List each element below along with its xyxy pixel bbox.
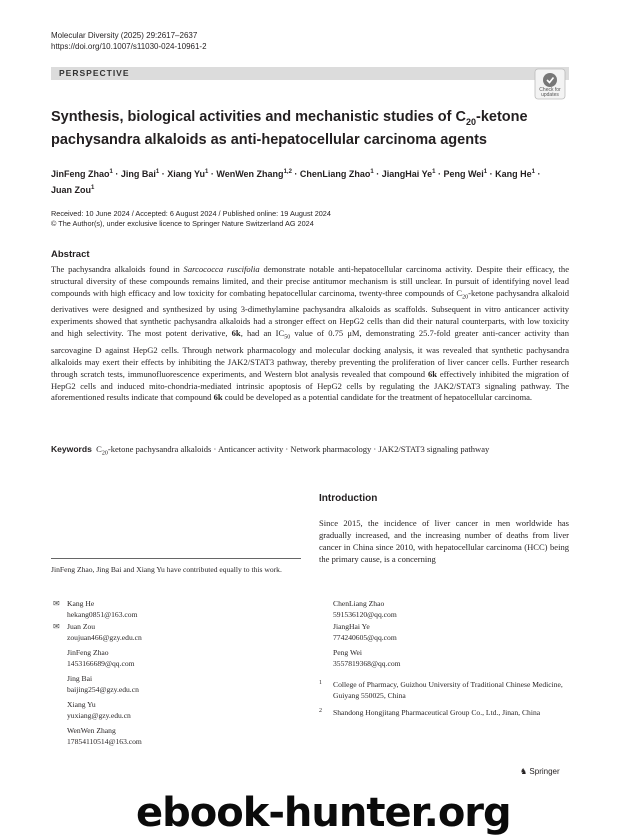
envelope-icon: ✉ bbox=[53, 599, 60, 608]
contact-chenliang-zhao bbox=[333, 599, 397, 620]
contact-kang-he bbox=[67, 599, 137, 620]
contact-jinfeng-zhao bbox=[67, 648, 135, 669]
keywords-label: Keywords bbox=[51, 444, 92, 454]
copyright-line: © The Author(s), under exclusive licence to Springer Nature Switzerland AG 2024 bbox=[51, 219, 314, 228]
affiliation-number: 2 bbox=[319, 708, 322, 714]
contact-email[interactable]: 591536120@qq.com bbox=[333, 609, 397, 619]
dates-line: Received: 10 June 2024 / Accepted: 6 August 2024 / Published online: 19 August 2024 bbox=[51, 209, 331, 218]
journal-citation: Molecular Diversity (2025) 29:2617–2637 bbox=[51, 31, 198, 40]
footnote-divider bbox=[51, 558, 301, 559]
contact-name: ChenLiang Zhao bbox=[333, 599, 385, 608]
contact-jianghai-ye bbox=[333, 622, 397, 643]
abstract-text: The pachysandra alkaloids found in Sarcococca ruscifolia demonstrate notable anti-hepatocellular carcinoma activity. Despite their efficacy, the structural diversity of these compounds remains limited, and their precise antitumor mechanism is still unclear. In pursuit of identifying novel lead compounds with high efficacy and low toxicity for combating hepatocellular carcinoma, twenty-three compounds of $C_{20}$-ketone pachysandra alkaloid derivatives were designed and synthesized by using 3-dimethylamine pachysandra alkaloids as scaffolds. Subsequent in vitro anticancer activity experiments showed that synthetic pachysandra alkaloids had a stronger effect on HepG2 cells than did their natural counterparts, with low toxicity and high selectivity. The most potent derivative, 6k, had an $IC_{50}$ value of 0.75 μM, demonstrating 25.7-fold greater anti-cancer activity than sarcovagine D against HepG2 cells. Through network pharmacology and molecular docking analysis, it was revealed that synthetic pachysandra alkaloids may exert their effects by inhibiting the JAK2/STAT3 pathway, thereby preventing the proliferation of liver cancer cells. Further research through scratch tests, immunofluorescence experiments, and Western blot analysis revealed that compound 6k effectively inhibited the migration of HepG2 cells and induced mito-chondria-mediated intrinsic apoptosis of HepG2 cells by regulating the JAK2/STAT3 signaling pathway. The aforementioned results indicate that compound 6k could be developed as a potential candidate for the treatment of hepatocellular carcinoma. bbox=[51, 264, 570, 403]
contact-email[interactable]: baijing254@gzy.edu.cn bbox=[67, 684, 139, 694]
publisher-name: Springer bbox=[529, 767, 560, 776]
watermark: ebook-hunter.org bbox=[136, 790, 511, 836]
article-type-label: PERSPECTIVE bbox=[59, 68, 130, 78]
contact-peng-wei bbox=[333, 648, 401, 669]
contact-name: Kang He bbox=[67, 599, 95, 608]
keywords: Keywords $C_{20}$-ketone pachysandra alkaloids · Anticancer activity · Network pharmacology · JAK2/STAT3 signaling pathway bbox=[51, 444, 490, 457]
springer-logo bbox=[520, 767, 560, 776]
introduction-text: Since 2015, the incidence of liver cancer in men worldwide has gradually increased, and the increasing number of deaths from liver cancer in China since 2010, with hepatocellular carcinoma (HCC) being the primary cause, is a concerning bbox=[319, 518, 569, 564]
article-title: Synthesis, biological activities and mechanistic studies of $C_{20}$-ketone pachysandra alkaloids as anti-hepatocellular carcinoma agents bbox=[51, 109, 528, 148]
envelope-icon: ✉ bbox=[53, 622, 60, 631]
contact-email[interactable]: 1453166689@qq.com bbox=[67, 658, 135, 668]
contact-jing-bai bbox=[67, 674, 139, 695]
contact-email[interactable]: zoujuan466@gzy.edu.cn bbox=[67, 632, 142, 642]
contact-email[interactable]: 3557819368@qq.com bbox=[333, 658, 401, 668]
contact-name: WenWen Zhang bbox=[67, 726, 116, 735]
contact-name: Jing Bai bbox=[67, 674, 93, 683]
contact-wenwen-zhang bbox=[67, 726, 142, 747]
contact-email[interactable]: 17854110514@163.com bbox=[67, 736, 142, 746]
author-list: JinFeng Zhao$^1$ · Jing Bai$^1$ · Xiang $Yu^1$ · WenWen Zhang$^{1,2}$ · ChenLiang Zhao$^1$ · JiangHai $Ye^1$ · Peng Wei$^1$ · Kang $He^1$ · Juan Zou$^1$ bbox=[51, 169, 541, 195]
affiliation-number: 1 bbox=[319, 680, 322, 686]
contact-juan-zou bbox=[67, 622, 142, 643]
equal-contribution-footnote: JinFeng Zhao, Jing Bai and Xiang Yu have contributed equally to this work. bbox=[51, 565, 282, 574]
journal-doi[interactable]: https://doi.org/10.1007/s11030-024-10961-2 bbox=[51, 42, 207, 51]
contact-name: JinFeng Zhao bbox=[67, 648, 109, 657]
abstract-heading: Abstract bbox=[51, 249, 90, 260]
affiliation-text: Shandong Hongjitang Pharmaceutical Group Co., Ltd., Jinan, China bbox=[333, 708, 541, 717]
contact-name: Juan Zou bbox=[67, 622, 96, 631]
check-for-updates-label[interactable]: Check for updates bbox=[539, 87, 561, 98]
contact-email[interactable]: 774240605@qq.com bbox=[333, 632, 397, 642]
contact-email[interactable]: hekang0851@163.com bbox=[67, 609, 138, 619]
journal-header bbox=[51, 30, 207, 52]
contact-name: JiangHai Ye bbox=[333, 622, 370, 631]
contact-name: Xiang Yu bbox=[67, 700, 96, 709]
affiliation-text: College of Pharmacy, Guizhou University of Traditional Chinese Medicine, Guiyang 550025, China bbox=[333, 680, 563, 700]
contact-name: Peng Wei bbox=[333, 648, 362, 657]
contact-email[interactable]: yuxiang@gzy.edu.cn bbox=[67, 710, 131, 720]
publication-dates bbox=[51, 209, 331, 229]
springer-horse-icon: ♞ bbox=[520, 767, 528, 776]
contact-xiang-yu bbox=[67, 700, 131, 721]
introduction-heading: Introduction bbox=[319, 493, 378, 504]
